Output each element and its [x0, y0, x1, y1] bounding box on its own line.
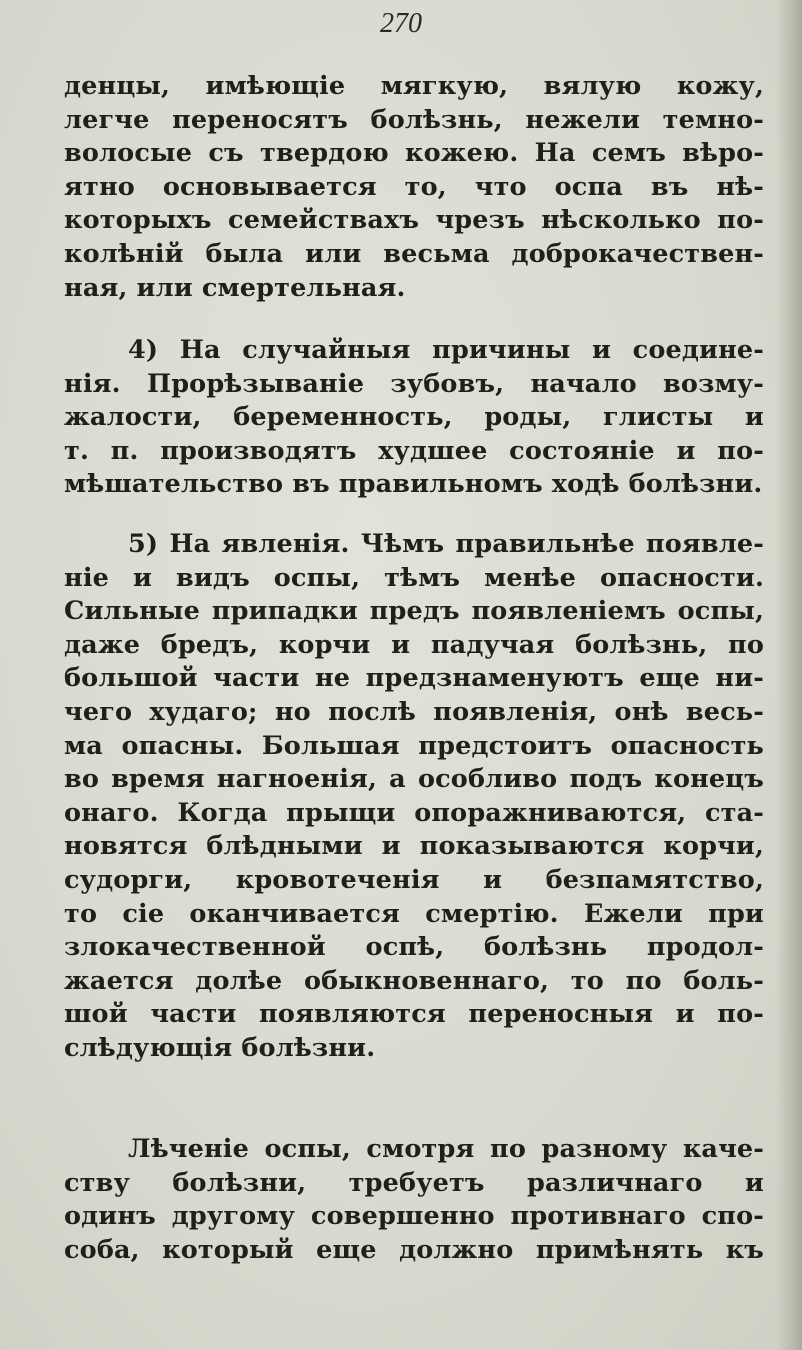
text-line: во время нагноенія, а особливо подъ конецъ — [64, 764, 764, 795]
text-line: соба, который еще должно примѣнять къ — [64, 1234, 764, 1265]
text-line: 4) На случайныя причины и соедине- — [128, 335, 764, 365]
text-line: мѣшательство въ правильномъ ходѣ болѣзни. — [64, 469, 763, 500]
text-line: ніе и видъ оспы, тѣмъ менѣе опасности. — [64, 562, 764, 593]
text-line: Сильные припадки предъ появленіемъ оспы, — [64, 596, 764, 627]
text-line: слѣдующія болѣзни. — [64, 1032, 376, 1063]
text-line: колѣній была или весьма доброкачествен- — [64, 238, 764, 269]
text-line: денцы, имѣющіе мягкую, вялую кожу, — [64, 71, 764, 101]
text-line: даже бредъ, корчи и падучая болѣзнь, по — [64, 629, 764, 660]
paragraph-continuation — [64, 70, 764, 305]
text-line: 5) На явленія. Чѣмъ правильнѣе появле- — [128, 529, 764, 559]
binding-shadow — [776, 0, 802, 1350]
text-line: легче переносятъ болѣзнь, нежели темно- — [64, 104, 764, 135]
text-line: то сіе оканчивается смертію. Ежели при — [64, 898, 764, 929]
paragraph-point-5 — [64, 528, 764, 1066]
text-line: злокачественной оспѣ, болѣзнь продол- — [64, 932, 764, 963]
text-line: шой части появляются переносныя и по- — [64, 999, 764, 1030]
paragraph-point-4 — [64, 334, 764, 502]
text-line: одинъ другому совершенно противнаго спо- — [64, 1201, 764, 1232]
page-number: 270 — [380, 8, 422, 39]
text-line: ма опасны. Большая предстоитъ опасность — [64, 730, 764, 761]
text-line: чего худаго; но послѣ появленія, онѣ весь- — [64, 696, 764, 727]
text-line: онаго. Когда прыщи опоражниваются, ста- — [64, 797, 764, 828]
text-line: большой части не предзнаменуютъ еще ни- — [64, 663, 764, 694]
text-line: новятся блѣдными и показываются корчи, — [64, 831, 764, 862]
paragraph-treatment — [64, 1133, 764, 1267]
text-line: волосые съ твердою кожею. На семъ вѣро- — [64, 138, 764, 169]
text-line: ятно основывается то, что оспа въ нѣ- — [64, 171, 764, 202]
text-line: ная, или смертельная. — [64, 272, 406, 303]
text-line: Лѣченіе оспы, смотря по разному каче- — [128, 1134, 764, 1164]
text-line: нія. Прорѣзываніе зубовъ, начало возму- — [64, 368, 764, 399]
text-line: судорги, кровотеченія и безпамятство, — [64, 864, 764, 895]
text-line: т. п. производятъ худшее состояніе и по- — [64, 435, 764, 466]
text-line: жается долѣе обыкновеннаго, то по боль- — [64, 965, 764, 996]
text-line: жалости, беременность, роды, глисты и — [64, 402, 764, 433]
text-line: ству болѣзни, требуетъ различнаго и — [64, 1167, 764, 1198]
text-line: которыхъ семействахъ чрезъ нѣсколько по- — [64, 205, 764, 236]
